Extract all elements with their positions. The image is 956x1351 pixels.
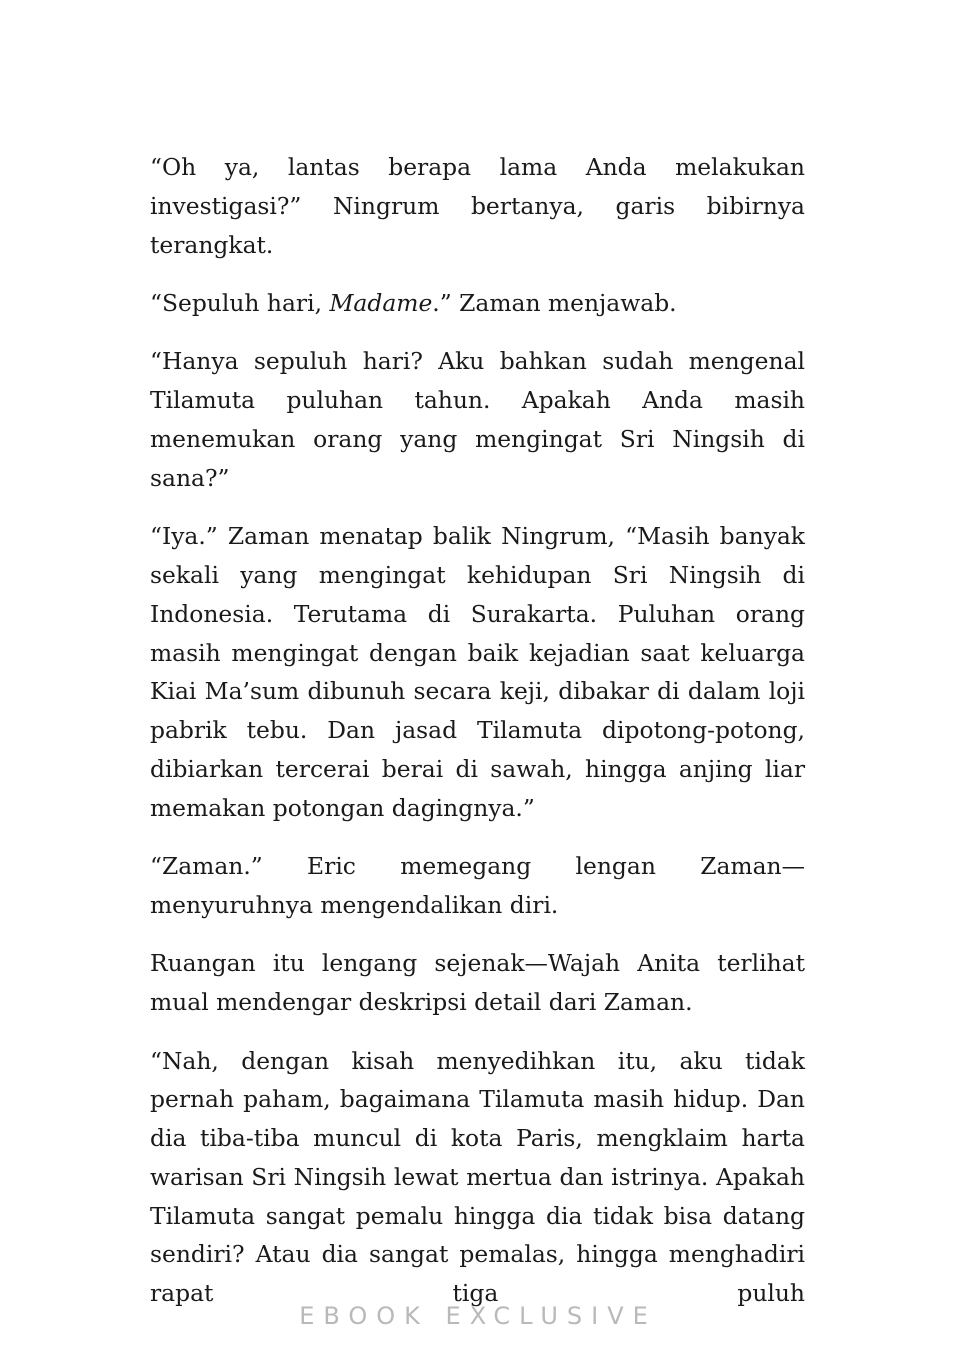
paragraph-6: Ruangan itu lengang sejenak—Wajah Anita terlihat mual mendengar deskripsi detail dari Zaman. <box>150 949 805 1017</box>
paragraph-2-italic: Madame <box>329 288 433 317</box>
paragraph-4: “Iya.” Zaman menatap balik Ningrum, “Masih banyak sekali yang mengingat kehidupan Sri Ningsih di Indonesia. Terutama di Surakarta. Puluhan orang masih mengingat dengan baik kejadian saat keluarga Kiai Ma’sum dibunuh secara keji, dibakar di dalam loji pabrik tebu. Dan jasad Tilamuta dipotong-potong, dibiarkan tercerai berai di sawah, hingga anjing liar memakan potongan dagingnya.” <box>150 522 805 822</box>
paragraph-2-after: .” Zaman menjawab. <box>432 288 677 317</box>
paragraph-7: “Nah, dengan kisah menyedihkan itu, aku tidak pernah paham, bagaimana Tilamuta masih hidup. Dan dia tiba-tiba muncul di kota Paris, mengklaim harta warisan Sri Ningsih lewat mertua dan istrinya. Apakah Tilamuta sangat pemalu hingga dia tidak bisa datang sendiri? Atau dia sangat pemalas, hingga menghadiri rapat tiga puluh <box>150 1046 805 1308</box>
ebook-exclusive-footer: EBOOK EXCLUSIVE <box>299 1302 657 1330</box>
paragraph-3: “Hanya sepuluh hari? Aku bahkan sudah mengenal Tilamuta puluhan tahun. Apakah Anda masih menemukan orang yang mengingat Sri Ningsih di sana?” <box>150 347 805 492</box>
book-page-text <box>150 148 805 1333</box>
paragraph-5: “Zaman.” Eric memegang lengan Zaman—menyuruhnya mengendalikan diri. <box>150 852 805 919</box>
paragraph-2-before: “Sepuluh hari, <box>150 288 330 317</box>
paragraph-2 <box>150 284 805 323</box>
paragraph-1: “Oh ya, lantas berapa lama Anda melakukan investigasi?” Ningrum bertanya, garis bibirnya terangkat. <box>150 153 805 259</box>
